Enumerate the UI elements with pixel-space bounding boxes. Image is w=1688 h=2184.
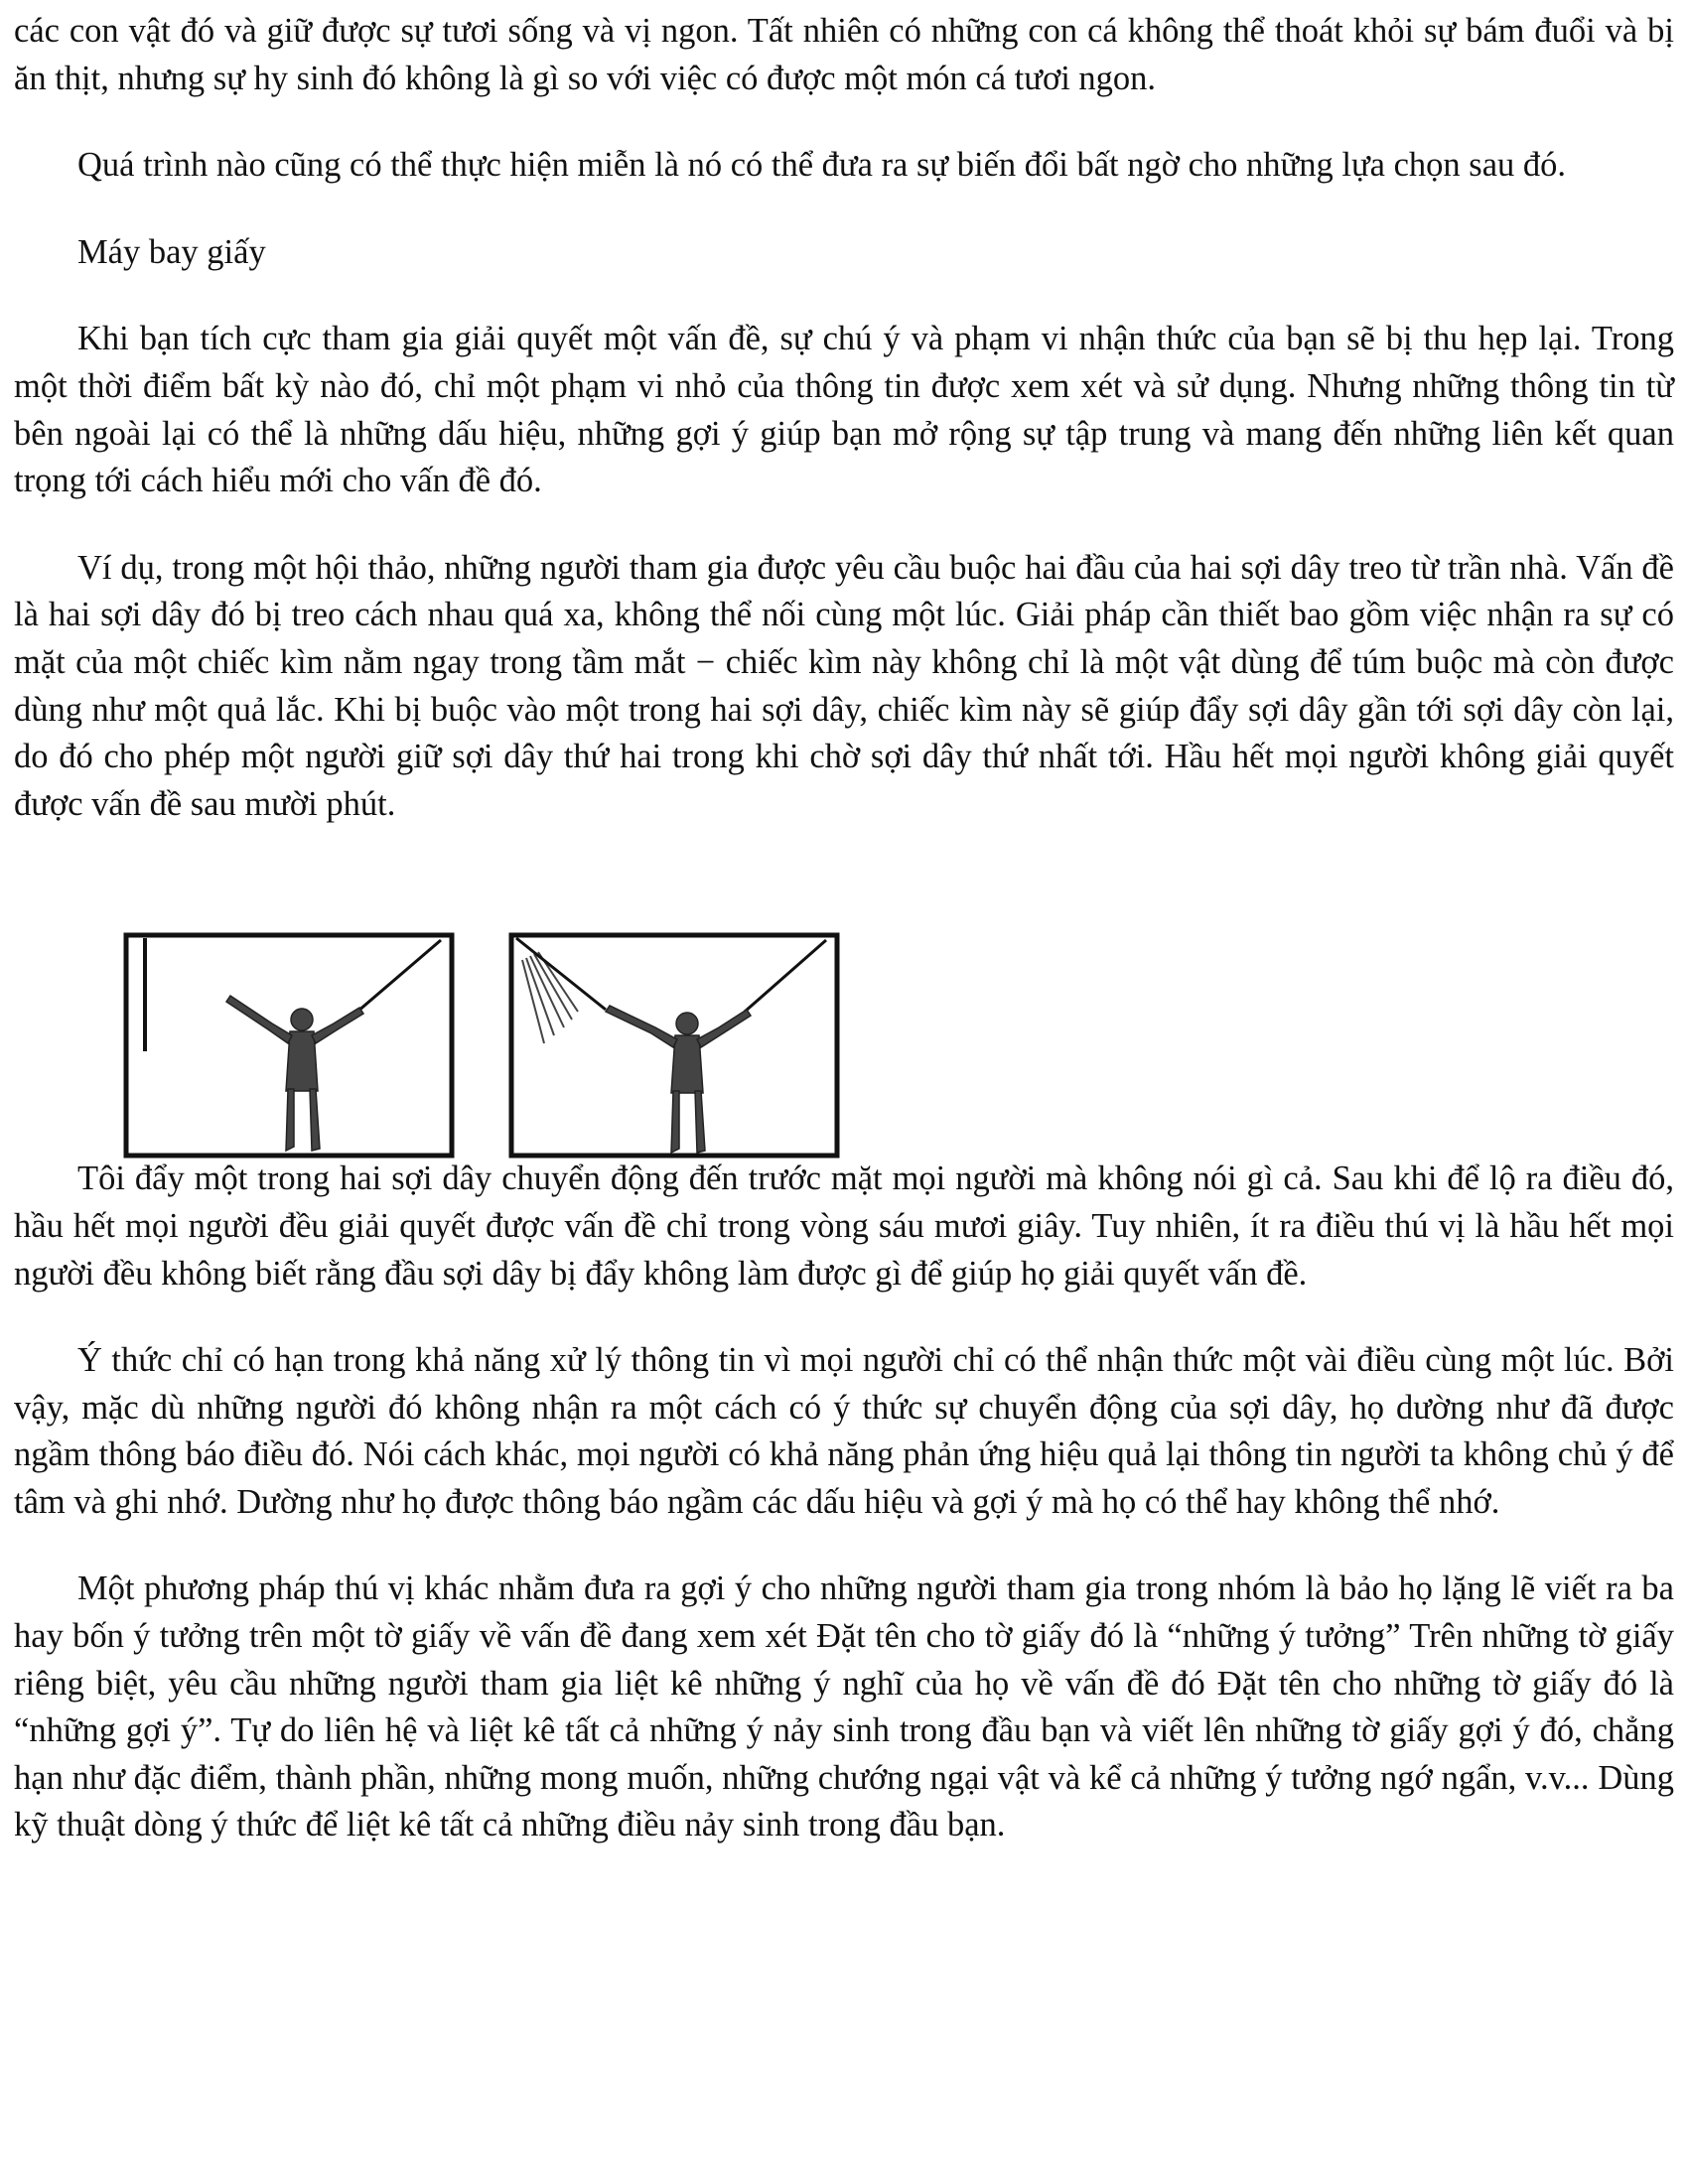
paragraph-1: các con vật đó và giữ được sự tươi sống và vị ngon. Tất nhiên có những con cá không thể thoát khỏi sự bám đuổi và bị ăn thịt, nhưng sự hy sinh đó không là gì so với việc có được một món cá tươi ngon. [14, 12, 1674, 97]
person-figure [226, 996, 363, 1151]
figure-right-svg [508, 932, 846, 1162]
paragraph-6: Ý thức chỉ có hạn trong khả năng xử lý thông tin vì mọi người chỉ có thể nhận thức một vài điều cùng một lúc. Bởi vậy, mặc dù những người đó không nhận ra một cách có ý thức sự chuyển động của sợi dây, họ dường như đã được ngầm thông báo điều đó. Nói cách khác, mọi người có khả năng phản ứng hiệu quả lại thông tin người ta không chủ ý để tâm và ghi nhớ. Dường như họ được thông báo ngầm các dấu hiệu và gợi ý mà họ có thể hay không thể nhớ. [14, 1341, 1674, 1521]
figure-row [14, 828, 1674, 1156]
hanging-string-right [745, 940, 826, 1012]
paragraph-4: Ví dụ, trong một hội thảo, những người tham gia được yêu cầu buộc hai đầu của hai sợi dây treo từ trần nhà. Vấn đề là hai sợi dây đó bị treo cách nhau quá xa, không thể nối cùng một lúc. Giải pháp cần thiết bao gồm việc nhận ra sự có mặt của một chiếc kìm nằm ngay trong tầm mắt − chiếc kìm này không chỉ là một vật dùng để túm buộc mà còn được dùng như một quả lắc. Khi bị buộc vào một trong hai sợi dây, chiếc kìm này sẽ giúp đẩy sợi dây gần tới sợi dây còn lại, do đó cho phép một người giữ sợi dây thứ hai trong khi chờ sợi dây thứ nhất tới. Hầu hết mọi người không giải quyết được vấn đề sau mười phút. [14, 548, 1674, 823]
paragraph-2: Quá trình nào cũng có thể thực hiện miễn là nó có thể đưa ra sự biến đổi bất ngờ cho những lựa chọn sau đó. [77, 146, 1567, 185]
section-heading: Máy bay giấy [77, 232, 266, 271]
hanging-string-right [357, 940, 441, 1012]
person-figure [606, 1006, 751, 1153]
paragraph-3: Khi bạn tích cực tham gia giải quyết một vấn đề, sự chú ý và phạm vi nhận thức của bạn sẽ bị thu hẹp lại. Trong một thời điểm bất kỳ nào đó, chỉ một phạm vi nhỏ của thông tin được xem xét và sử dụng. Nhưng những thông tin từ bên ngoài lại có thể là những dấu hiệu, những gợi ý giúp bạn mở rộng sự tập trung và mang đến những liên kết quan trọng tới cách hiểu mới cho vấn đề đó. [14, 320, 1674, 500]
two-strings-illustration-right [508, 932, 846, 1162]
paragraph-7: Một phương pháp thú vị khác nhằm đưa ra gợi ý cho những người tham gia trong nhóm là bảo họ lặng lẽ viết ra ba hay bốn ý tưởng trên một tờ giấy về vấn đề đang xem xét Đặt tên cho tờ giấy đó là “những ý tưởng” Trên những tờ giấy riêng biệt, yêu cầu những người tham gia liệt kê những ý nghĩ của họ về vấn đề đó Đặt tên cho những tờ giấy đó là “những gợi ý”. Tự do liên hệ và liệt kê tất cả những ý nảy sinh trong đầu bạn và viết lên những tờ giấy gợi ý đó, chẳng hạn như đặc điểm, thành phần, những mong muốn, những chướng ngại vật và kể cả những ý tưởng ngớ ngẩn, v.v... Dùng kỹ thuật dòng ý thức để liệt kê tất cả những điều nảy sinh trong đầu bạn. [14, 1570, 1674, 1844]
two-strings-illustration-left [123, 932, 461, 1162]
figure-left-svg [123, 932, 461, 1162]
document-page [14, 0, 1674, 1849]
paragraph-5: Tôi đẩy một trong hai sợi dây chuyển động đến trước mặt mọi người mà không nói gì cả. Sau khi để lộ ra điều đó, hầu hết mọi người đều giải quyết được vấn đề chỉ trong vòng sáu mươi giây. Tuy nhiên, ít ra điều thú vị là hầu hết mọi người đều không biết rằng đầu sợi dây bị đẩy không làm được gì để giúp họ giải quyết vấn đề. [14, 1160, 1674, 1293]
